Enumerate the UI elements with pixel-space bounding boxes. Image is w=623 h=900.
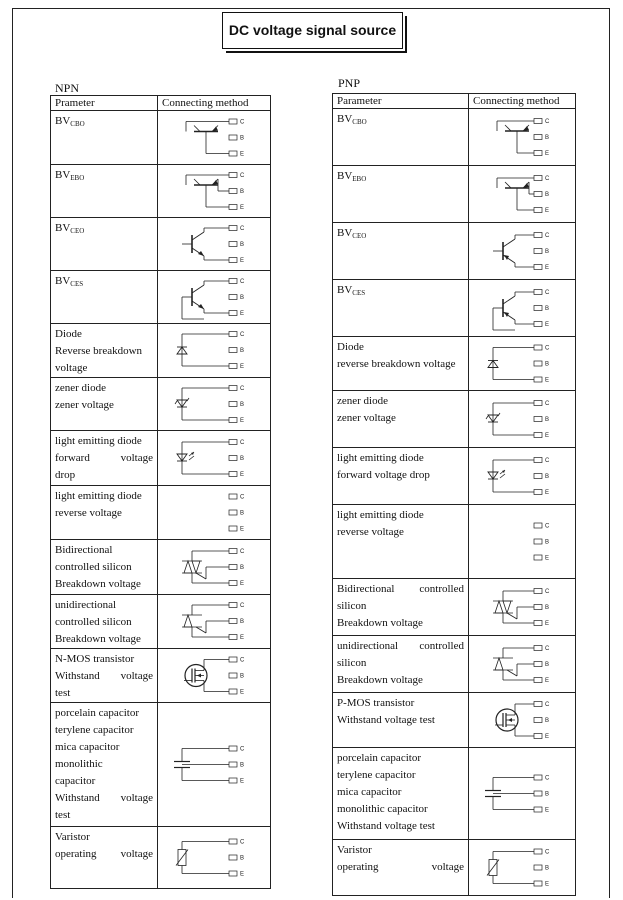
led-forward-r-circuit-icon — [469, 448, 576, 504]
parameter-line: monolithic capacitor — [337, 803, 428, 815]
terminal-label-e: E — [240, 311, 245, 317]
npn-row — [51, 165, 271, 218]
terminal-label-c: C — [240, 549, 245, 555]
terminal-label-b: B — [240, 189, 245, 195]
pnp-parameter-cell — [333, 505, 469, 579]
parameter-line: reverse breakdown voltage — [337, 358, 456, 370]
npn-ceo-circuit-icon — [158, 218, 271, 270]
parameter-line: silicon — [337, 600, 367, 612]
terminal-label-c: C — [545, 589, 550, 595]
terminal-label-e: E — [545, 322, 550, 328]
npn-table — [50, 95, 271, 889]
npn-parameter-cell — [51, 703, 158, 827]
parameter-base: BV — [55, 169, 71, 181]
npn-row — [51, 540, 271, 595]
terminal-label-c: C — [240, 440, 245, 446]
parameter-line: zener voltage — [337, 412, 396, 424]
pnp-row — [333, 636, 576, 693]
parameter-subscript: CES — [352, 289, 366, 297]
parameter-line: light emitting diode — [337, 509, 424, 521]
parameter-subscript: CEO — [70, 227, 85, 235]
parameter-line: controlled silicon — [55, 561, 132, 573]
pnp-ces-circuit-icon — [469, 280, 576, 336]
varistor-circuit-icon — [158, 827, 271, 888]
npn-row — [51, 111, 271, 165]
npn-method-cell — [158, 165, 271, 218]
terminal-label-b: B — [240, 295, 245, 301]
terminal-label-c: C — [240, 839, 245, 846]
parameter-base: BV — [337, 113, 353, 125]
terminal-label-e: E — [240, 472, 245, 478]
parameter-line: zener voltage — [55, 399, 114, 411]
page-title — [222, 12, 403, 49]
terminal-label-b: B — [545, 249, 550, 255]
terminal-label-c: C — [240, 494, 245, 501]
parameter-line: Reverse breakdown — [55, 345, 143, 357]
npn-method-cell — [158, 271, 271, 324]
pnp-method-cell — [469, 223, 576, 280]
capacitor-circuit-icon — [158, 703, 271, 826]
pnp-parameter-cell — [333, 166, 469, 223]
terminal-label-b: B — [545, 539, 550, 546]
terminal-label-b: B — [240, 456, 245, 462]
terminal-label-c: C — [545, 646, 550, 652]
parameter-subscript: CEO — [352, 232, 367, 240]
parameter-line: Withstand voltage — [55, 792, 153, 804]
parameter-line: unidirectional controlled — [337, 640, 464, 652]
terminal-label-b: B — [240, 402, 245, 408]
npn-method-cell — [158, 703, 271, 827]
terminal-label-e: E — [240, 689, 245, 696]
parameter-line: forward voltage drop — [337, 469, 430, 481]
parameter-line: controlled silicon — [55, 616, 132, 628]
zener-circuit-icon — [158, 378, 271, 430]
terminal-label-c: C — [240, 332, 245, 338]
parameter-line: Withstand voltage test — [337, 714, 435, 726]
parameter-line: porcelain capacitor — [337, 752, 421, 764]
terminal-label-c: C — [240, 279, 245, 285]
npn-method-cell — [158, 486, 271, 540]
parameter-line: terylene capacitor — [55, 724, 134, 736]
parameter-line: P-MOS transistor — [337, 697, 415, 709]
npn-cbo-circuit-icon — [158, 111, 271, 164]
parameter-line: mica capacitor — [337, 786, 402, 798]
pnp-head-method: Connecting method — [469, 94, 576, 109]
terminal-label-c: C — [545, 458, 550, 464]
terminal-label-c: C — [545, 233, 550, 239]
pnp-parameter-cell — [333, 840, 469, 896]
pnp-parameter-cell — [333, 693, 469, 748]
diode-circuit-icon — [158, 324, 271, 376]
terminal-label-b: B — [240, 855, 245, 862]
terminal-label-b: B — [240, 135, 245, 142]
npn-method-cell — [158, 324, 271, 378]
terminal-label-b: B — [545, 192, 550, 198]
pnp-method-cell — [469, 748, 576, 840]
terminal-label-c: C — [240, 386, 245, 392]
npn-method-cell — [158, 111, 271, 165]
terminal-label-b: B — [240, 619, 245, 625]
terminal-label-b: B — [545, 718, 550, 724]
pnp-parameter-cell — [333, 109, 469, 166]
pnp-cbo-circuit-icon — [469, 109, 576, 165]
parameter-line: porcelain capacitor — [55, 707, 139, 719]
pnp-method-cell — [469, 693, 576, 748]
terminal-label-b: B — [545, 417, 550, 423]
npn-row — [51, 703, 271, 827]
npn-row — [51, 271, 271, 324]
terminal-label-e: E — [240, 778, 245, 785]
terminal-label-e: E — [545, 881, 550, 888]
terminal-label-c: C — [545, 849, 550, 856]
terminal-label-e: E — [240, 526, 245, 533]
scr-r-circuit-icon — [469, 636, 576, 692]
terminal-label-c: C — [240, 173, 245, 179]
parameter-line: Varistor — [55, 831, 90, 843]
parameter-base: BV — [337, 284, 353, 296]
pnp-method-cell — [469, 109, 576, 166]
terminal-label-b: B — [240, 348, 245, 354]
terminal-label-c: C — [240, 226, 245, 232]
parameter-line: zener diode — [55, 382, 106, 394]
npn-head-method: Connecting method — [158, 96, 271, 111]
pnp-parameter-cell — [333, 337, 469, 391]
terminal-label-e: E — [545, 734, 550, 740]
triac-circuit-icon — [158, 540, 271, 594]
parameter-line: Breakdown voltage — [55, 578, 141, 590]
terminal-label-e: E — [240, 418, 245, 424]
parameter-line: reverse voltage — [337, 526, 404, 538]
npn-parameter-cell — [51, 378, 158, 431]
terminal-label-c: C — [545, 345, 550, 352]
pnp-method-cell — [469, 840, 576, 896]
parameter-line: Bidirectional controlled — [337, 583, 464, 595]
parameter-base: BV — [337, 227, 353, 239]
terminal-label-e: E — [240, 258, 245, 264]
parameter-line: Bidirectional — [55, 544, 113, 556]
parameter-subscript: CBO — [70, 120, 85, 128]
pnp-ebo-circuit-icon — [469, 166, 576, 222]
terminal-label-b: B — [545, 474, 550, 480]
pnp-row — [333, 223, 576, 280]
npn-row — [51, 649, 271, 703]
npn-row — [51, 595, 271, 649]
parameter-line: Withstand voltage — [55, 670, 153, 682]
npn-parameter-cell — [51, 324, 158, 378]
npn-method-cell — [158, 827, 271, 889]
parameter-line: Diode — [55, 328, 82, 340]
parameter-line: test — [55, 809, 71, 821]
npn-row — [51, 486, 271, 540]
parameter-base: BV — [55, 275, 71, 287]
terminal-label-c: C — [240, 119, 245, 126]
terminal-label-e: E — [240, 151, 245, 158]
npn-parameter-cell — [51, 431, 158, 486]
led-forward-circuit-icon — [158, 431, 271, 485]
terminal-label-b: B — [240, 673, 245, 680]
parameter-line: light emitting diode — [55, 435, 142, 447]
scr-circuit-icon — [158, 595, 271, 647]
parameter-line: light emitting diode — [337, 452, 424, 464]
parameter-line: Breakdown voltage — [337, 674, 423, 686]
npn-row — [51, 218, 271, 271]
terminal-label-e: E — [545, 433, 550, 439]
npn-method-cell — [158, 649, 271, 703]
pnp-parameter-cell — [333, 223, 469, 280]
terminal-label-b: B — [545, 791, 550, 798]
npn-parameter-cell — [51, 649, 158, 703]
npn-parameter-cell — [51, 486, 158, 540]
npn-section-label: NPN — [55, 81, 80, 95]
terminal-label-e: E — [545, 555, 550, 562]
pnp-row — [333, 166, 576, 223]
title-shadow — [226, 16, 407, 53]
pnp-section-label: PNP — [338, 76, 361, 90]
npn-method-cell — [158, 378, 271, 431]
terminal-label-e: E — [545, 151, 550, 157]
npn-parameter-cell — [51, 827, 158, 889]
npn-row — [51, 378, 271, 431]
pmos-circuit-icon — [469, 693, 576, 747]
pnp-parameter-cell — [333, 448, 469, 505]
parameter-line: capacitor — [55, 775, 96, 787]
terminal-label-b: B — [545, 361, 550, 368]
npn-method-cell — [158, 218, 271, 271]
terminal-label-b: B — [545, 135, 550, 141]
led-reverse-r-circuit-icon — [469, 505, 576, 578]
terminal-label-b: B — [545, 306, 550, 312]
npn-head-parameter: Prameter — [51, 96, 158, 111]
terminal-label-e: E — [545, 678, 550, 684]
pnp-header-row — [333, 94, 576, 109]
terminal-label-b: B — [240, 565, 245, 571]
terminal-label-c: C — [545, 775, 550, 782]
pnp-head-parameter: Parameter — [333, 94, 469, 109]
parameter-base: BV — [55, 115, 71, 127]
pnp-method-cell — [469, 166, 576, 223]
pnp-row — [333, 505, 576, 579]
terminal-label-e: E — [240, 581, 245, 587]
parameter-base: BV — [55, 222, 71, 234]
pnp-row — [333, 337, 576, 391]
pnp-method-cell — [469, 337, 576, 391]
npn-parameter-cell — [51, 540, 158, 595]
terminal-label-e: E — [240, 635, 245, 641]
terminal-label-e: E — [545, 621, 550, 627]
pnp-row — [333, 448, 576, 505]
pnp-row — [333, 693, 576, 748]
parameter-line: forward voltage — [55, 452, 153, 464]
npn-ces-circuit-icon — [158, 271, 271, 323]
npn-ebo-circuit-icon — [158, 165, 271, 217]
npn-row — [51, 324, 271, 378]
parameter-subscript: EBO — [352, 175, 367, 183]
terminal-label-e: E — [545, 265, 550, 271]
parameter-line: unidirectional — [55, 599, 117, 611]
terminal-label-c: C — [545, 702, 550, 708]
parameter-line: N-MOS transistor — [55, 653, 135, 665]
pnp-method-cell — [469, 505, 576, 579]
parameter-subscript: CBO — [352, 118, 367, 126]
parameter-line: operating voltage — [55, 848, 153, 860]
terminal-label-e: E — [545, 490, 550, 496]
pnp-method-cell — [469, 448, 576, 505]
pnp-parameter-cell — [333, 391, 469, 448]
pnp-row — [333, 840, 576, 896]
pnp-method-cell — [469, 280, 576, 337]
nmos-circuit-icon — [158, 649, 271, 702]
npn-parameter-cell — [51, 271, 158, 324]
pnp-row — [333, 109, 576, 166]
terminal-label-c: C — [240, 746, 245, 753]
parameter-base: BV — [337, 170, 353, 182]
led-reverse-circuit-icon — [158, 486, 271, 539]
pnp-method-cell — [469, 579, 576, 636]
terminal-label-c: C — [240, 657, 245, 664]
parameter-line: Diode — [337, 341, 364, 353]
terminal-label-e: E — [240, 364, 245, 370]
terminal-label-b: B — [545, 605, 550, 611]
terminal-label-e: E — [545, 208, 550, 214]
terminal-label-e: E — [545, 377, 550, 384]
pnp-row — [333, 748, 576, 840]
terminal-label-e: E — [240, 871, 245, 878]
pnp-parameter-cell — [333, 280, 469, 337]
parameter-line: drop — [55, 469, 76, 481]
pnp-row — [333, 391, 576, 448]
npn-method-cell — [158, 595, 271, 649]
npn-row — [51, 827, 271, 889]
capacitor-r-circuit-icon — [469, 748, 576, 839]
terminal-label-c: C — [545, 401, 550, 407]
diode-r-circuit-icon — [469, 337, 576, 390]
parameter-line: operating voltage — [337, 861, 464, 873]
terminal-label-c: C — [240, 603, 245, 609]
terminal-label-e: E — [545, 807, 550, 814]
npn-method-cell — [158, 540, 271, 595]
parameter-line: voltage — [55, 362, 88, 374]
terminal-label-c: C — [545, 176, 550, 182]
pnp-ceo-circuit-icon — [469, 223, 576, 279]
parameter-line: zener diode — [337, 395, 388, 407]
parameter-line: silicon — [337, 657, 367, 669]
parameter-line: Withstand voltage test — [337, 820, 435, 832]
pnp-method-cell — [469, 391, 576, 448]
terminal-label-b: B — [545, 662, 550, 668]
pnp-parameter-cell — [333, 579, 469, 636]
pnp-method-cell — [469, 636, 576, 693]
pnp-parameter-cell — [333, 636, 469, 693]
zener-r-circuit-icon — [469, 391, 576, 447]
parameter-line: Breakdown voltage — [337, 617, 423, 629]
terminal-label-c: C — [545, 523, 550, 530]
page-title-text: DC voltage signal source — [228, 22, 397, 38]
npn-parameter-cell — [51, 218, 158, 271]
parameter-line: light emitting diode — [55, 490, 142, 502]
pnp-row — [333, 579, 576, 636]
varistor-r-circuit-icon — [469, 840, 576, 895]
parameter-line: mica capacitor — [55, 741, 120, 753]
parameter-line: Varistor — [337, 844, 372, 856]
parameter-subscript: EBO — [70, 174, 85, 182]
npn-parameter-cell — [51, 595, 158, 649]
pnp-table — [332, 93, 576, 896]
terminal-label-b: B — [240, 762, 245, 769]
parameter-line: Breakdown voltage — [55, 633, 141, 645]
parameter-line: monolithic — [55, 758, 103, 770]
triac-r-circuit-icon — [469, 579, 576, 635]
terminal-label-e: E — [240, 205, 245, 211]
parameter-line: test — [55, 687, 71, 699]
npn-parameter-cell — [51, 111, 158, 165]
pnp-parameter-cell — [333, 748, 469, 840]
npn-parameter-cell — [51, 165, 158, 218]
terminal-label-b: B — [240, 510, 245, 517]
parameter-line: terylene capacitor — [337, 769, 416, 781]
terminal-label-b: B — [545, 865, 550, 872]
terminal-label-b: B — [240, 242, 245, 248]
terminal-label-c: C — [545, 119, 550, 125]
pnp-row — [333, 280, 576, 337]
npn-header-row — [51, 96, 271, 111]
npn-method-cell — [158, 431, 271, 486]
npn-row — [51, 431, 271, 486]
parameter-line: reverse voltage — [55, 507, 122, 519]
parameter-subscript: CES — [70, 280, 84, 288]
terminal-label-c: C — [545, 290, 550, 296]
